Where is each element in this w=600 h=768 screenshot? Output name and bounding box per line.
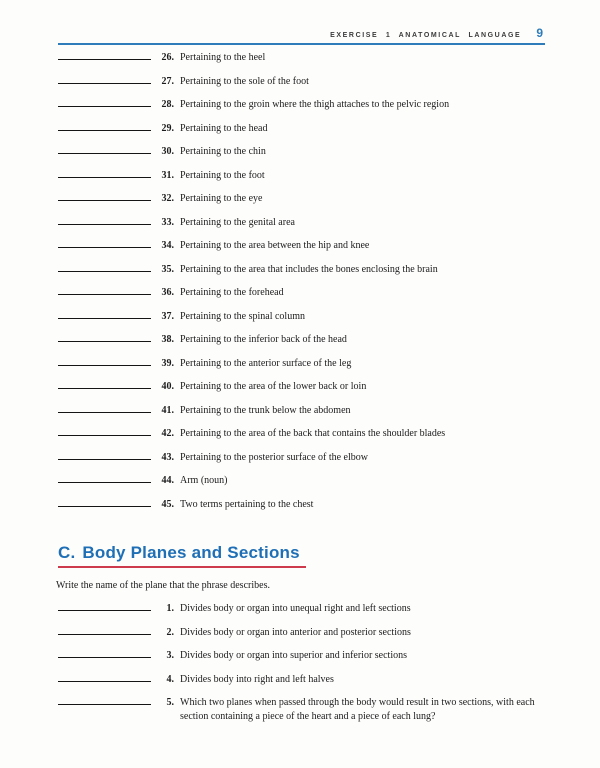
- question-text: Two terms pertaining to the chest: [180, 498, 314, 510]
- question-row: [58, 625, 550, 640]
- question-row: [58, 168, 550, 183]
- answer-blank-line: [58, 153, 151, 154]
- section-c-instruction: Write the name of the plane that the phrase describes.: [56, 580, 270, 591]
- question-row: [58, 497, 550, 512]
- section-b-question-list: [58, 50, 550, 512]
- question-text: Pertaining to the trunk below the abdomen: [180, 404, 351, 416]
- answer-blank-line: [58, 365, 151, 366]
- question-text: Divides body or organ into superior and inferior sections: [180, 650, 407, 661]
- question-text: Pertaining to the chin: [180, 146, 266, 157]
- question-number: 4.: [166, 673, 174, 685]
- question-row: [58, 262, 550, 277]
- question-row: [58, 332, 550, 347]
- question-number: 45.: [161, 498, 174, 510]
- question-row: [58, 473, 550, 488]
- answer-blank-line: [58, 294, 151, 295]
- question-row: [58, 215, 550, 230]
- answer-blank-line: [58, 83, 151, 84]
- question-text: Pertaining to the area of the lower back or loin: [180, 381, 367, 392]
- answer-blank-line: [58, 130, 151, 131]
- question-text: Pertaining to the inferior back of the head: [180, 334, 347, 345]
- question-text: Pertaining to the foot: [180, 169, 265, 181]
- question-row: [58, 309, 550, 324]
- question-number: 33.: [161, 216, 174, 228]
- answer-blank-line: [58, 704, 151, 705]
- question-row: [58, 695, 550, 724]
- question-row: [58, 356, 550, 371]
- question-row: [58, 379, 550, 394]
- question-text: Pertaining to the posterior surface of the elbow: [180, 451, 368, 463]
- question-text: Divides body or organ into anterior and posterior sections: [180, 626, 411, 638]
- question-row: [58, 426, 550, 441]
- question-number: 37.: [161, 310, 174, 322]
- question-number: 3.: [166, 650, 174, 661]
- answer-blank-line: [58, 506, 151, 507]
- answer-blank-line: [58, 106, 151, 107]
- question-text: Pertaining to the area that includes the bones enclosing the brain: [180, 263, 438, 275]
- answer-blank-line: [58, 341, 151, 342]
- question-text: Pertaining to the head: [180, 122, 268, 134]
- question-row: [58, 97, 550, 112]
- question-row: [58, 648, 550, 663]
- answer-blank-line: [58, 177, 151, 178]
- answer-blank-line: [58, 657, 151, 658]
- question-text: Arm (noun): [180, 475, 228, 486]
- question-number: 36.: [161, 287, 174, 298]
- question-number: 43.: [161, 451, 174, 463]
- question-row: [58, 191, 550, 206]
- question-text: Divides body into right and left halves: [180, 673, 334, 685]
- page-number: 9: [536, 26, 543, 40]
- question-number: 39.: [161, 357, 174, 369]
- question-row: [58, 601, 550, 616]
- answer-blank-line: [58, 224, 151, 225]
- question-row: [58, 50, 550, 65]
- question-number: 42.: [161, 428, 174, 439]
- answer-blank-line: [58, 435, 151, 436]
- question-row: [58, 74, 550, 89]
- question-number: 38.: [161, 334, 174, 345]
- answer-blank-line: [58, 610, 151, 611]
- question-number: 27.: [161, 75, 174, 87]
- question-text: Pertaining to the sole of the foot: [180, 75, 309, 87]
- question-number: 26.: [161, 52, 174, 63]
- question-text: Pertaining to the genital area: [180, 216, 295, 228]
- answer-blank-line: [58, 318, 151, 319]
- question-text: Pertaining to the groin where the thigh attaches to the pelvic region: [180, 99, 450, 110]
- answer-blank-line: [58, 412, 151, 413]
- question-row: [58, 285, 550, 300]
- question-text: Pertaining to the area between the hip and knee: [180, 240, 370, 251]
- question-row: [58, 238, 550, 253]
- section-c-question-list: [58, 601, 550, 724]
- answer-blank-line: [58, 634, 151, 635]
- question-number: 28.: [161, 99, 174, 110]
- question-number: 32.: [161, 193, 174, 204]
- answer-blank-line: [58, 681, 151, 682]
- section-c-heading-title: Body Planes and Sections: [82, 543, 300, 562]
- answer-blank-line: [58, 200, 151, 201]
- question-row: [58, 450, 550, 465]
- question-text: Pertaining to the spinal column: [180, 310, 305, 322]
- answer-blank-line: [58, 271, 151, 272]
- answer-blank-line: [58, 459, 151, 460]
- question-text: Pertaining to the heel: [180, 52, 266, 63]
- section-c-heading: [58, 543, 306, 568]
- question-row: [58, 672, 550, 687]
- running-head-title: EXERCISE 1 ANATOMICAL LANGUAGE: [330, 32, 522, 39]
- question-number: 34.: [161, 240, 174, 251]
- question-number: 29.: [161, 122, 174, 134]
- answer-blank-line: [58, 59, 151, 60]
- question-number: 44.: [161, 475, 174, 486]
- question-text: Pertaining to the forehead: [180, 287, 284, 298]
- question-text: Pertaining to the area of the back that contains the shoulder blades: [180, 428, 446, 439]
- question-number: 41.: [161, 404, 174, 416]
- question-row: [58, 121, 550, 136]
- answer-blank-line: [58, 388, 151, 389]
- running-head: [58, 26, 545, 45]
- question-text: Pertaining to the anterior surface of the leg: [180, 357, 352, 369]
- question-text: Divides body or organ into unequal right and left sections: [180, 603, 411, 614]
- question-number: 35.: [161, 263, 174, 275]
- question-text: Which two planes when passed through the body would result in two sections, with each section containing a piece of the heart and a piece of each lung?: [180, 697, 535, 722]
- question-number: 5.: [166, 697, 174, 708]
- answer-blank-line: [58, 247, 151, 248]
- question-row: [58, 144, 550, 159]
- question-number: 30.: [161, 146, 174, 157]
- section-c-heading-letter: C.: [58, 543, 76, 562]
- question-number: 1.: [166, 603, 174, 614]
- question-number: 31.: [161, 169, 174, 181]
- question-number: 2.: [166, 626, 174, 638]
- question-row: [58, 403, 550, 418]
- question-number: 40.: [161, 381, 174, 392]
- answer-blank-line: [58, 482, 151, 483]
- question-text: Pertaining to the eye: [180, 193, 263, 204]
- page-content: [58, 50, 550, 733]
